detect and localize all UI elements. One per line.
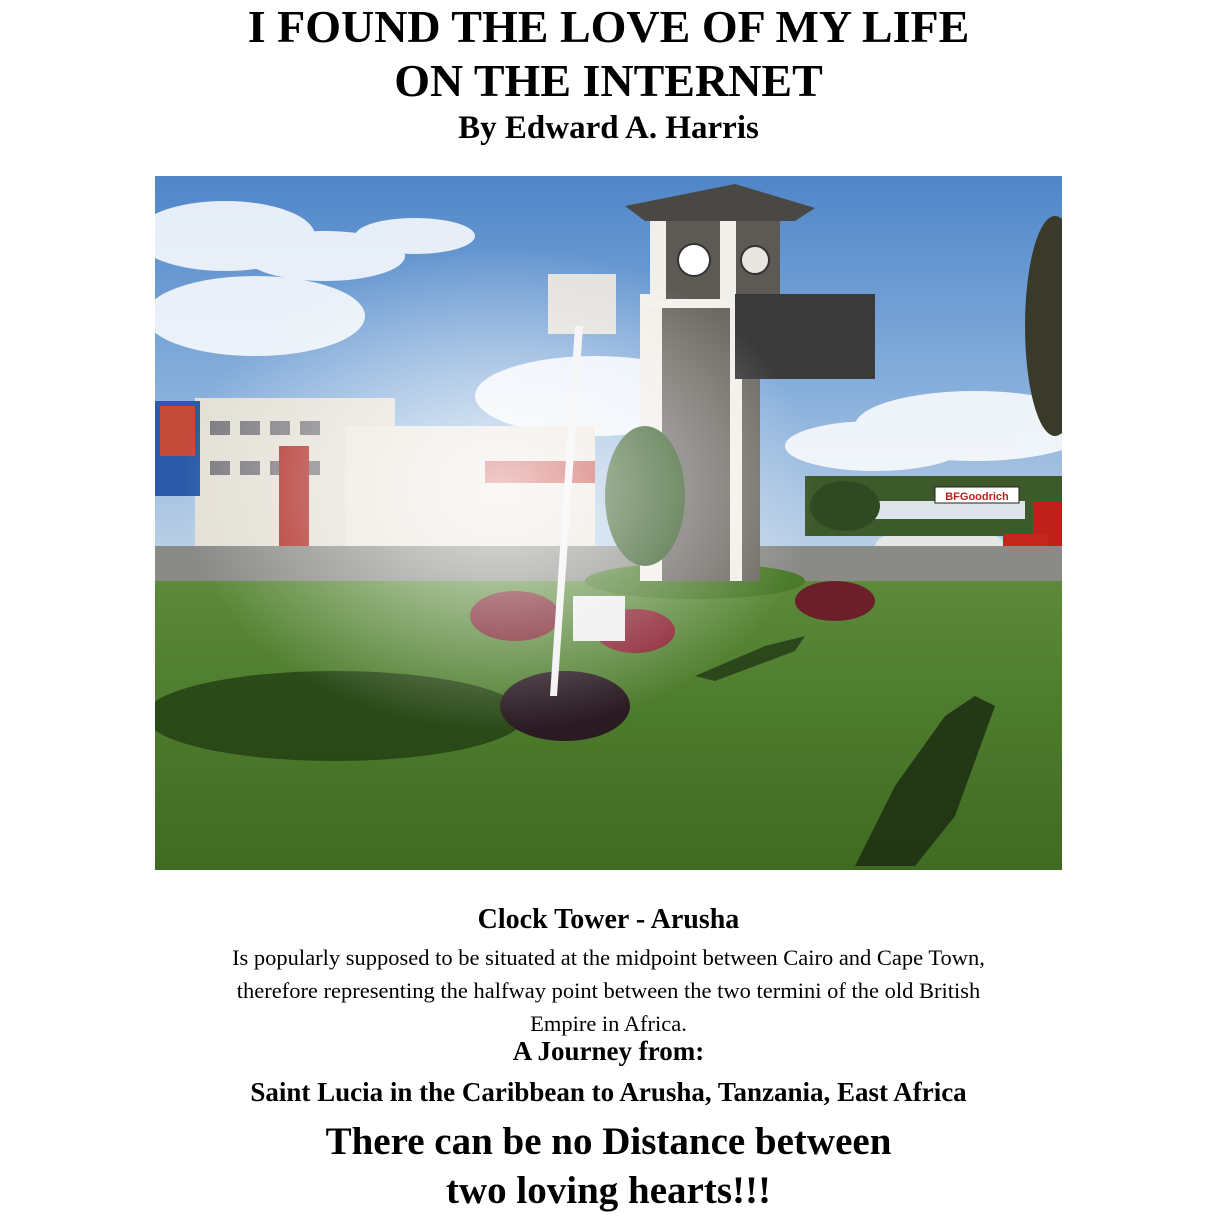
journey-heading: A Journey from: bbox=[512, 1036, 705, 1066]
clock-tower-photo bbox=[155, 176, 1062, 870]
caption-title: Clock Tower - Arusha bbox=[477, 904, 740, 935]
author-byline: By Edward A. Harris bbox=[458, 110, 759, 146]
book-title-line-1: I FOUND THE LOVE OF MY LIFE bbox=[247, 1, 970, 52]
journey-route: Saint Lucia in the Caribbean to Arusha, Tanzania, East Africa bbox=[250, 1077, 967, 1107]
tagline-line-1: There can be no Distance between bbox=[325, 1120, 892, 1163]
tagline-line-2: two loving hearts!!! bbox=[446, 1169, 771, 1212]
book-title-line-2: ON THE INTERNET bbox=[394, 55, 823, 106]
caption-body: Is popularly supposed to be situated at the midpoint between Cairo and Cape Town, therefore representing the halfway point between the two termini of the old British Empire in Africa. bbox=[232, 945, 985, 1036]
